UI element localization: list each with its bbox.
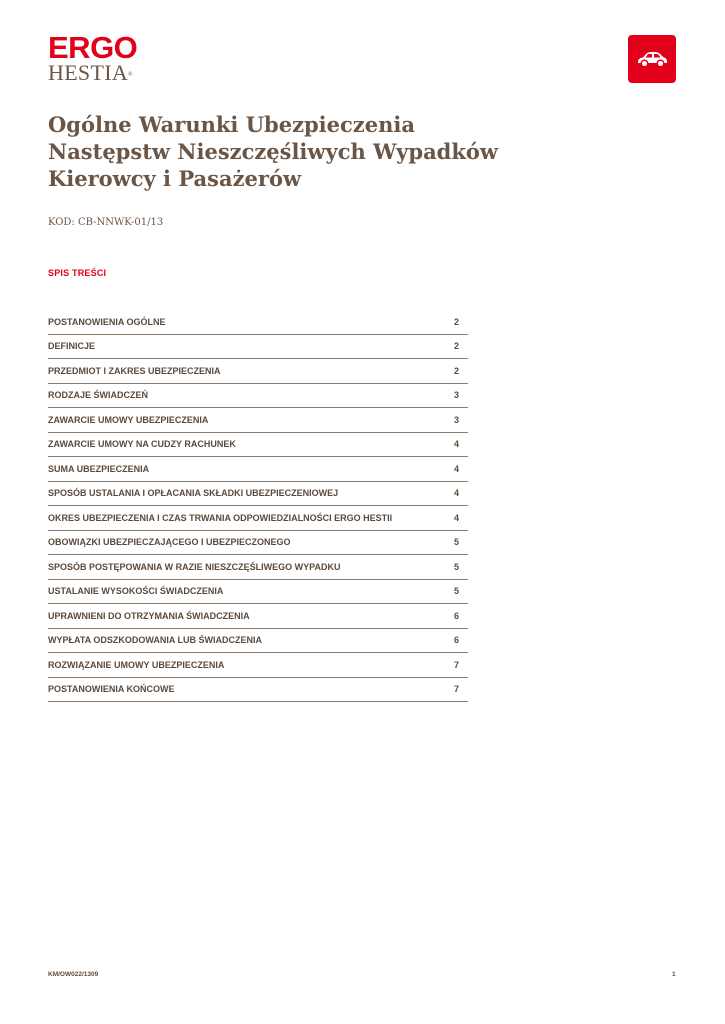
toc-heading: SPIS TREŚCI <box>48 268 107 278</box>
car-icon <box>635 49 669 69</box>
toc-page-number: 3 <box>454 390 460 401</box>
toc-row[interactable] <box>48 506 468 531</box>
footer-page-number: 1 <box>672 971 676 978</box>
logo-ergo-text: ERGO <box>48 30 138 65</box>
toc-label: WYPŁATA ODSZKODOWANIA LUB ŚWIADCZENIA <box>48 635 262 646</box>
toc-label: OBOWIĄZKI UBEZPIECZAJĄCEGO I UBEZPIECZONEGO <box>48 537 291 548</box>
toc-page-number: 3 <box>454 414 460 425</box>
toc-page-number: 2 <box>454 316 460 327</box>
toc-page-number: 5 <box>454 561 460 572</box>
document-code: KOD: CB-NNWK-01/13 <box>48 217 164 228</box>
toc-label: ROZWIĄZANIE UMOWY UBEZPIECZENIA <box>48 659 225 670</box>
table-of-contents <box>48 310 468 702</box>
toc-row[interactable] <box>48 678 468 703</box>
footer-document-code: KM/OW022/1309 <box>48 971 99 978</box>
toc-row[interactable] <box>48 310 468 335</box>
toc-label: SUMA UBEZPIECZENIA <box>48 463 150 474</box>
toc-row[interactable] <box>48 531 468 556</box>
toc-label: RODZAJE ŚWIADCZEŃ <box>48 390 149 401</box>
toc-page-number: 6 <box>454 610 460 621</box>
toc-page-number: 4 <box>454 488 460 499</box>
toc-label: POSTANOWIENIA OGÓLNE <box>48 316 166 327</box>
title-line: Kierowcy i Pasażerów <box>48 166 302 191</box>
toc-row[interactable] <box>48 359 468 384</box>
toc-row[interactable] <box>48 629 468 654</box>
toc-page-number: 2 <box>454 365 460 376</box>
toc-label: PRZEDMIOT I ZAKRES UBEZPIECZENIA <box>48 365 221 376</box>
title-line: Ogólne Warunki Ubezpieczenia <box>48 112 415 137</box>
ergo-hestia-logo <box>48 30 148 85</box>
toc-label: ZAWARCIE UMOWY UBEZPIECZENIA <box>48 414 209 425</box>
toc-page-number: 2 <box>454 341 460 352</box>
toc-label: SPOSÓB USTALANIA I OPŁACANIA SKŁADKI UBEZPIECZENIOWEJ <box>48 488 339 499</box>
title-line: Następstw Nieszczęśliwych Wypadków <box>48 139 498 164</box>
toc-row[interactable] <box>48 335 468 360</box>
toc-page-number: 4 <box>454 439 460 450</box>
toc-label: UPRAWNIENI DO OTRZYMANIA ŚWIADCZENIA <box>48 610 250 621</box>
toc-row[interactable] <box>48 653 468 678</box>
toc-row[interactable] <box>48 457 468 482</box>
toc-row[interactable] <box>48 384 468 409</box>
toc-row[interactable] <box>48 433 468 458</box>
logo-hestia-word: HESTIA <box>48 60 129 85</box>
trademark-symbol: ® <box>128 72 133 78</box>
toc-label: SPOSÓB POSTĘPOWANIA W RAZIE NIESZCZĘŚLIWEGO WYPADKU <box>48 561 341 572</box>
toc-label: POSTANOWIENIA KOŃCOWE <box>48 684 175 695</box>
toc-label: OKRES UBEZPIECZENIA I CZAS TRWANIA ODPOWIEDZIALNOŚCI ERGO HESTII <box>48 512 393 523</box>
toc-row[interactable] <box>48 580 468 605</box>
toc-label: DEFINICJE <box>48 341 96 352</box>
logo-hestia-text <box>48 62 148 84</box>
toc-page-number: 6 <box>454 635 460 646</box>
toc-page-number: 4 <box>454 463 460 474</box>
toc-page-number: 7 <box>454 659 460 670</box>
toc-label: USTALANIE WYSOKOŚCI ŚWIADCZENIA <box>48 586 224 597</box>
toc-row[interactable] <box>48 604 468 629</box>
toc-row[interactable] <box>48 482 468 507</box>
car-badge <box>628 35 676 83</box>
toc-page-number: 5 <box>454 537 460 548</box>
toc-row[interactable] <box>48 408 468 433</box>
toc-page-number: 7 <box>454 684 460 695</box>
document-title <box>48 111 568 192</box>
toc-row[interactable] <box>48 555 468 580</box>
toc-label: ZAWARCIE UMOWY NA CUDZY RACHUNEK <box>48 439 236 450</box>
toc-page-number: 5 <box>454 586 460 597</box>
toc-page-number: 4 <box>454 512 460 523</box>
